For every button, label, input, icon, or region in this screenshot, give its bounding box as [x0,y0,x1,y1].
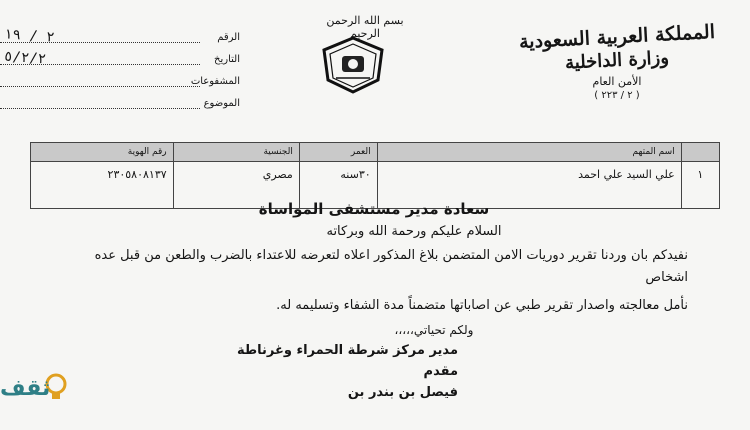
ministry-header [502,20,732,101]
ministry-dept: الأمن العام [592,75,642,88]
ministry-code: ( ٢ / ٢٢٣ ) [594,90,640,101]
number-field [0,28,240,50]
attachments-field [0,72,240,94]
paragraph-request: نأمل معالجته واصدار تقرير طبي عن اصاباتها متضمناً مدة الشفاء وتسليمه له. [276,298,688,313]
row-id: ٢٣٠٥٨٠٨١٣٧ [31,162,174,209]
row-name: علي السيد علي احمد [377,162,681,209]
row-number: ١ [681,162,719,209]
basmala: بسم الله الرحمن الرحيم [326,14,404,40]
closing: ولكم تحياتي،،،،، [394,323,474,337]
header-age: العمر [299,143,377,162]
row-age: ٣٠سنه [299,162,377,209]
header-nationality: الجنسية [173,143,299,162]
attachments-label: المشفوعات [190,76,240,87]
signer-title: مدير مركز شرطة الحمراء وغرناطة [237,343,458,358]
signer-name: فيصل بن بندر بن [347,385,458,400]
security-emblem-icon [318,36,388,94]
paragraph-report: نفيدكم بان وردنا تقرير دوريات الامن المتضمن بلاغ المذكور اعلاه لتعرضه للاعتداء بالضرب والطعن من قبل عده اشخاص [94,248,688,285]
subject-field [0,94,240,116]
date-field [0,50,240,72]
row-nationality: مصري [173,162,299,209]
date-value: ٥/٢/٢ [3,48,47,68]
ministry-sub: وزارة الداخلية [564,47,670,74]
watermark-logo: ثقف [0,376,51,401]
salutation: سعادة مدير مستشفى المواساة [258,200,490,218]
header-id: رقم الهوية [31,143,174,162]
table-header-row [31,143,720,162]
reference-fields [0,28,240,116]
accused-table [30,142,720,209]
header-name: اسم المتهم [377,143,681,162]
number-label: الرقم [217,32,240,43]
date-label: التاريخ [214,54,240,65]
subject-label: الموضوع [203,98,240,109]
letter-body [60,200,688,400]
number-value: ٢ / ١٩ [3,26,56,46]
ministry-name: المملكة العربية السعودية [518,20,716,54]
greeting: السلام عليكم ورحمة الله وبركاته [326,224,502,239]
signer-rank: مقدم [423,364,458,379]
